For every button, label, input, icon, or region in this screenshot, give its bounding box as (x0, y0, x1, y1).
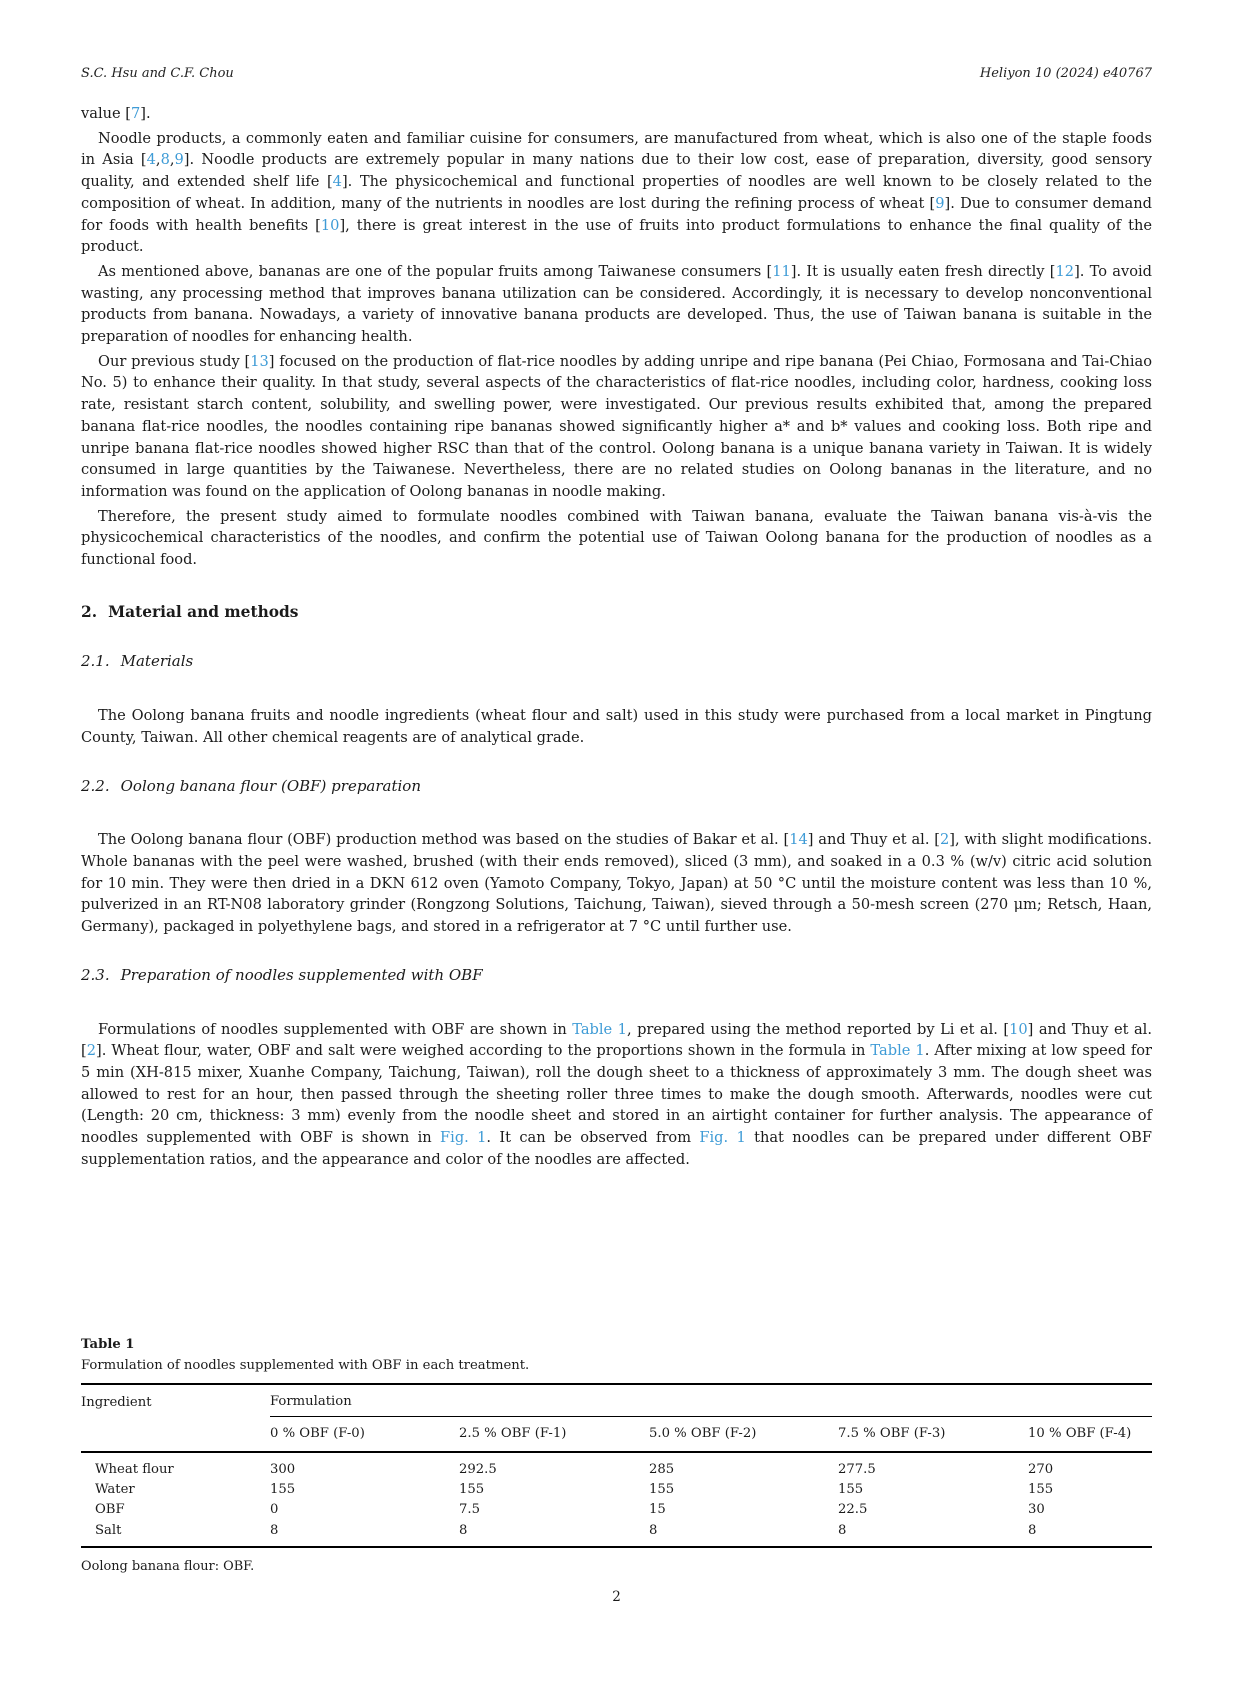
citation-link[interactable]: 2 (86, 1042, 96, 1060)
paragraph: Therefore, the present study aimed to formulate noodles combined with Taiwan banana, evaluate the Taiwan banana vis-à-vis the physicochemical characteristics of the noodles, and confirm the potential use of Taiwan Oolong banana for the production of noodles as a functional food. (81, 507, 1152, 569)
value-cell: 300 (270, 1462, 296, 1477)
citation-link[interactable]: 10 (1009, 1020, 1028, 1038)
citation-link[interactable]: 8 (160, 151, 170, 169)
citation-link[interactable]: 11 (772, 262, 791, 280)
section-heading (81, 602, 1152, 624)
ingredient-cell: Water (95, 1482, 135, 1498)
table-1-block (81, 1336, 1152, 1575)
value-cell: 155 (459, 1482, 485, 1498)
citation-link[interactable]: 4 (146, 151, 156, 169)
ingredient-cell: Salt (95, 1522, 122, 1538)
value-cell: 0 (270, 1502, 279, 1518)
paragraph: Our previous study [13] focused on the production of flat-rice noodles by adding unripe and ripe banana (Pei Chiao, Formosana and Tai-Chiao No. 5) to enhance their quality. In that study, several aspects of the characteristics of flat-rice noodles, including color, hardness, cooking loss rate, resistant starch content, solubility, and swelling power, were investigated. Our previous results exhibited that, among the prepared banana flat-rice noodles, the noodles containing ripe bananas showed significantly higher a* and b* values and cooking loss. Both ripe and unripe banana flat-rice noodles showed higher RSC than that of the control. Oolong banana is a unique banana variety in Taiwan. It is widely consumed in large quantities by the Taiwanese. Nevertheless, there are no related studies on Oolong bananas in the literature, and no information was found on the application of Oolong bananas in noodle making. (81, 352, 1152, 500)
ingredient-cell: OBF (95, 1502, 125, 1518)
heading-title: Materials (120, 652, 194, 671)
column-header-treatment: 7.5 % OBF (F-3) (838, 1417, 1028, 1453)
value-cell: 8 (1028, 1522, 1037, 1538)
column-group-header-formulation: Formulation (270, 1384, 1152, 1417)
page-number: 2 (612, 1589, 621, 1605)
value-cell: 30 (1028, 1502, 1045, 1518)
value-cell: 155 (838, 1482, 864, 1498)
ingredient-cell: Wheat flour (95, 1462, 174, 1477)
heading-title: Preparation of noodles supplemented with OBF (120, 965, 483, 984)
heading-title: Material and methods (108, 602, 299, 621)
citation-link[interactable]: 2 (939, 831, 950, 849)
value-cell: 8 (838, 1522, 847, 1538)
value-cell: 8 (270, 1522, 279, 1538)
table-footnote: Oolong banana flour: OBF. (81, 1558, 255, 1574)
citation-link[interactable]: 4 (332, 173, 342, 191)
table-label: Table 1 (81, 1337, 135, 1352)
formulation-table (81, 1383, 1152, 1548)
table-body (81, 1452, 1152, 1547)
paragraph: Noodle products, a commonly eaten and familiar cuisine for consumers, are manufactured from wheat, which is also one of the staple foods in Asia [4,8,9]. Noodle products are extremely popular in many nations due to their low cost, ease of preparation, diversity, good sensory quality, and extended shelf life [4]. The physicochemical and functional properties of noodles are well known to be closely related to the composition of wheat. In addition, many of the nutrients in noodles are lost during the refining process of wheat [9]. Due to consumer demand for foods with health benefits [10], there is great interest in the use of fruits into product formulations to enhance the final quality of the product. (81, 129, 1152, 256)
citation-link[interactable]: Table 1 (870, 1042, 925, 1060)
citation-link[interactable]: 14 (789, 831, 808, 849)
citation-link[interactable]: 13 (250, 352, 269, 370)
citation-link[interactable]: 12 (1055, 262, 1075, 280)
paragraph: As mentioned above, bananas are one of the popular fruits among Taiwanese consumers [11]. It is usually eaten fresh directly [12]. To avoid wasting, any processing method that improves banana utilization can be considered. Accordingly, it is necessary to develop nonconventional products from banana. Nowadays, a variety of innovative banana products are developed. Thus, the use of Taiwan banana is suitable in the preparation of noodles for enhancing health. (81, 262, 1152, 346)
subsection-heading (81, 651, 1152, 673)
table-caption: Formulation of noodles supplemented with OBF in each treatment. (81, 1358, 530, 1373)
column-header-treatment: 2.5 % OBF (F-1) (459, 1417, 649, 1453)
running-head-authors: S.C. Hsu and C.F. Chou (81, 66, 234, 81)
article-body (81, 103, 1152, 1173)
paragraph: Formulations of noodles supplemented with OBF are shown in Table 1, prepared using the method reported by Li et al. [10] and Thuy et al. [2]. Wheat flour, water, OBF and salt were weighed according to the proportions shown in the formula in Table 1. After mixing at low speed for 5 min (XH-815 mixer, Xuanhe Company, Taichung, Taiwan), roll the dough sheet to a thickness of approximately 3 mm. The dough sheet was allowed to rest for an hour, then passed through the sheeting roller three times to make the dough smooth. Afterwards, noodles were cut (Length: 20 cm, thickness: 3 mm) evenly from the noodle sheet and stored in an airtight container for further analysis. The appearance of noodles supplemented with OBF is shown in Fig. 1. It can be observed from Fig. 1 that noodles can be prepared under different OBF supplementation ratios, and the appearance and color of the noodles are affected. (81, 1020, 1153, 1168)
citation-link[interactable]: Table 1 (572, 1020, 627, 1038)
value-cell: 8 (649, 1522, 658, 1538)
column-header-treatment: 10 % OBF (F-4) (1028, 1417, 1152, 1453)
table-row (81, 1500, 1152, 1520)
citation-link[interactable]: Fig. 1 (699, 1129, 746, 1147)
heading-number: 2.1. (81, 652, 110, 671)
value-cell: 8 (459, 1522, 468, 1538)
subsection-heading (81, 965, 1152, 987)
citation-link[interactable]: 10 (320, 216, 340, 234)
value-cell: 285 (649, 1462, 675, 1477)
paragraph: The Oolong banana flour (OBF) production method was based on the studies of Bakar et al. [14] and Thuy et al. [2], with slight modifications. Whole bananas with the peel were washed, brushed (with their ends removed), sliced (3 mm), and soaked in a 0.3 % (w/v) citric acid solution for 10 min. They were then dried in a DKN 612 oven (Yamoto Company, Tokyo, Japan) at 50 °C until the moisture content was less than 10 %, pulverized in an RT-N08 laboratory grinder (Rongzong Solutions, Taichung, Taiwan), sieved through a 50-mesh screen (270 μm; Retsch, Haan, Germany), packaged in polyethylene bags, and stored in a refrigerator at 7 °C until further use. (81, 831, 1152, 936)
value-cell: 15 (649, 1502, 666, 1518)
citation-link[interactable]: 9 (174, 151, 184, 169)
value-cell: 155 (649, 1482, 675, 1498)
value-cell: 7.5 (459, 1502, 480, 1518)
subsection-heading (81, 776, 1152, 798)
running-head (81, 66, 1152, 81)
citation-link[interactable]: Fig. 1 (440, 1129, 487, 1147)
value-cell: 277.5 (838, 1462, 876, 1477)
table-head (81, 1384, 1152, 1452)
citation-link[interactable]: 7 (130, 105, 141, 122)
paragraph-continuation: value [7]. (81, 105, 151, 122)
heading-number: 2.2. (81, 776, 110, 795)
heading-number: 2.3. (81, 965, 110, 984)
column-header-treatment: 5.0 % OBF (F-2) (649, 1417, 838, 1453)
running-head-journal: Heliyon 10 (2024) e40767 (979, 66, 1152, 81)
value-cell: 155 (270, 1482, 296, 1498)
citation-link[interactable]: 9 (935, 194, 945, 212)
value-cell: 155 (1028, 1482, 1054, 1498)
column-header-ingredient: Ingredient (81, 1394, 152, 1410)
value-cell: 270 (1028, 1462, 1054, 1477)
column-header-treatment: 0 % OBF (F-0) (270, 1417, 459, 1453)
value-cell: 22.5 (838, 1502, 868, 1518)
heading-title: Oolong banana flour (OBF) preparation (120, 776, 421, 795)
table-row (81, 1452, 1152, 1480)
value-cell: 292.5 (459, 1462, 497, 1477)
paragraph: The Oolong banana fruits and noodle ingredients (wheat flour and salt) used in this study were purchased from a local market in Pingtung County, Taiwan. All other chemical reagents are of analytical grade. (81, 707, 1152, 746)
table-row (81, 1480, 1152, 1500)
column-header-spacer (81, 1417, 270, 1453)
heading-number: 2. (81, 602, 98, 621)
table-row (81, 1520, 1152, 1547)
page-footer (0, 1589, 1233, 1605)
